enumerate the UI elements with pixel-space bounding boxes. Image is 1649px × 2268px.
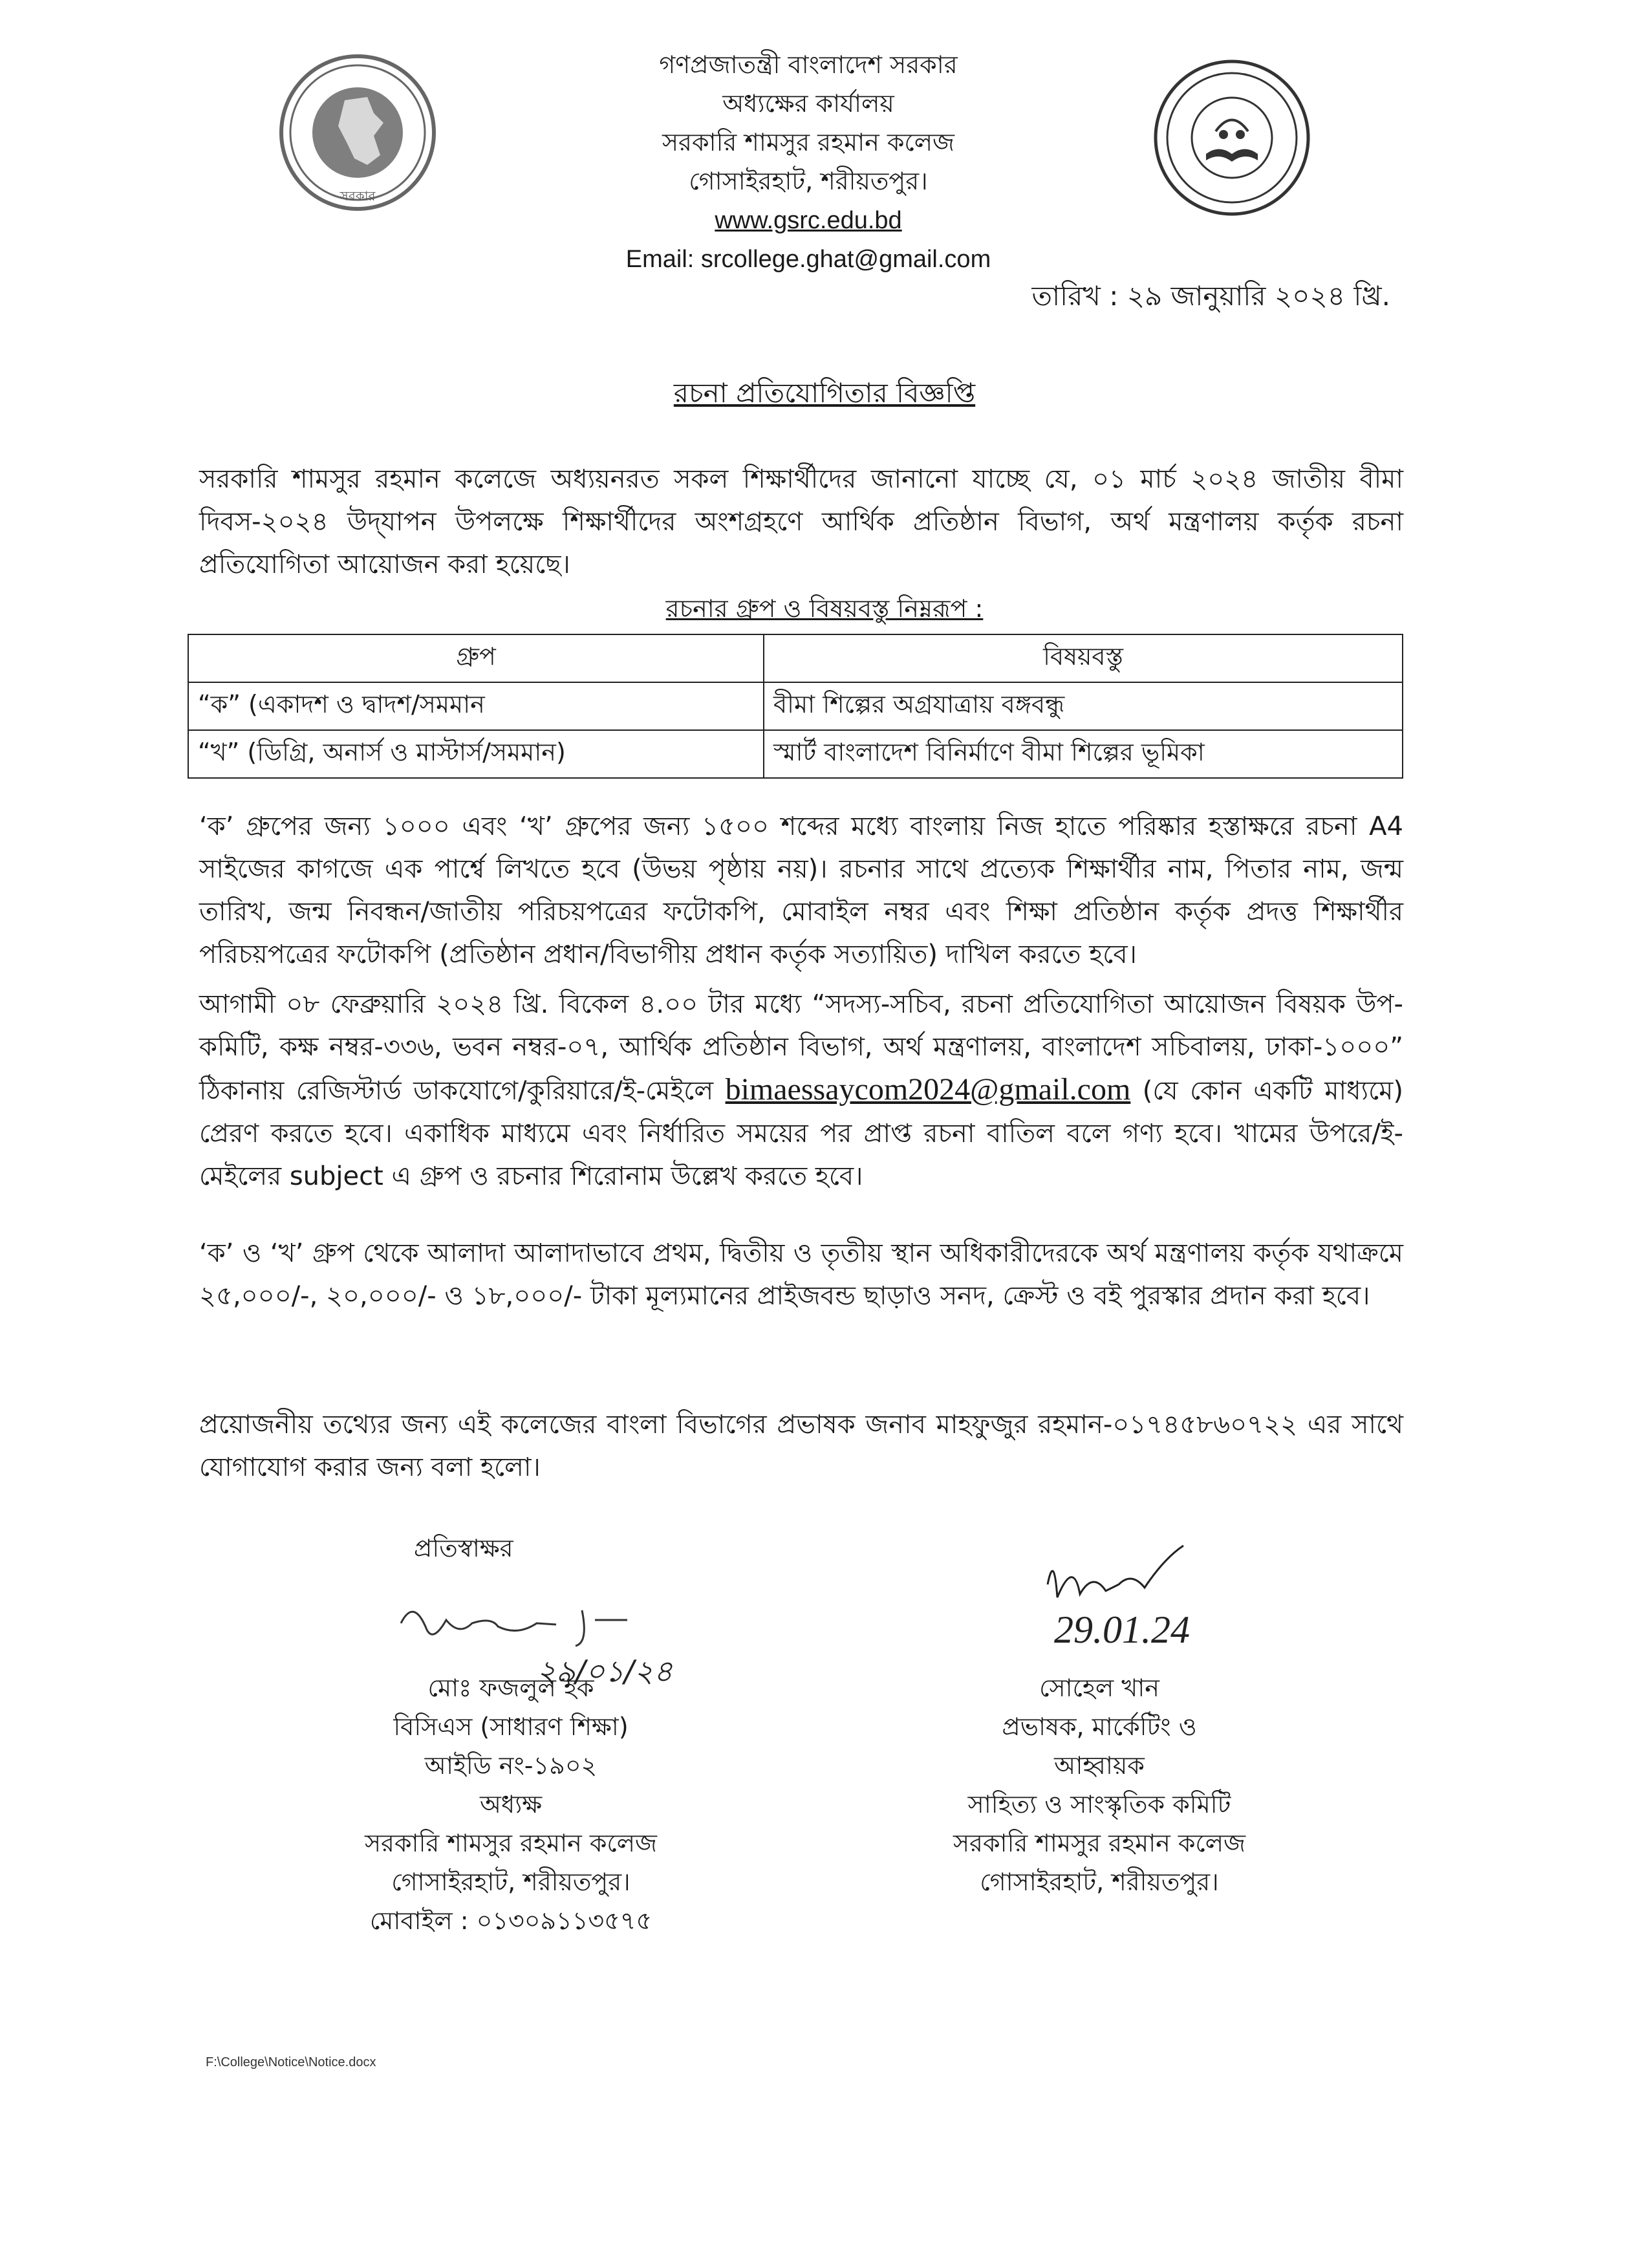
college-address: গোসাইরহাট, শরীয়তপুর। (689, 167, 928, 195)
prize-paragraph: ‘ক’ ও ‘খ’ গ্রুপ থেকে আলাদা আলাদাভাবে প্রথম, দ্বিতীয় ও তৃতীয় স্থান অধিকারীদেরকে অর্থ মন্ত্রণালয় কর্তৃক যথাক্রমে ২৫,০০০/-, ২০,০০০/- ও ১৮,০০০/- টাকা মূল্যমানের প্রাইজবন্ড ছাড়াও সনদ, ক্রেস্ট ও বই পুরস্কার প্রদান করা হবে। (199, 1238, 1403, 1311)
convener-designation: প্রভাষক, মার্কেটিং ও (1002, 1712, 1197, 1741)
notice-date: তারিখ : ২৯ জানুয়ারি ২০২৪ খ্রি. (1031, 280, 1390, 312)
convener-signature-block (867, 1669, 1332, 1901)
topic-table (188, 634, 1403, 779)
topic-cell: স্মার্ট বাংলাদেশ বিনির্মাণে বীমা শিল্পের ভূমিকা (764, 730, 1403, 778)
government-seal-icon (277, 52, 438, 213)
header-topic: বিষয়বস্তু (764, 634, 1403, 682)
table-row (188, 730, 1403, 778)
left-handwritten-date: ২৯/০১/২৪ (537, 1654, 673, 1689)
notice-title-text: রচনা প্রতিযোগিতার বিজ্ঞপ্তি (673, 377, 976, 409)
college-seal-icon (1151, 57, 1313, 219)
file-path: F:\College\Notice\Notice.docx (206, 2055, 376, 2069)
letterhead (453, 45, 1164, 279)
convener-signature (1028, 1533, 1300, 1669)
header-group: গ্রুপ (188, 634, 764, 682)
college-email: Email: srcollege.ghat@gmail.com (625, 246, 991, 273)
principal-id: আইডি নং-১৯০২ (424, 1751, 598, 1780)
topic-cell: বীমা শিল্পের অগ্রযাত্রায় বঙ্গবন্ধু (764, 682, 1403, 730)
table-row (188, 682, 1403, 730)
principal-mobile: মোবাইল : ০১৩০৯১১৩৫৭৫ (369, 1906, 652, 1935)
government-name: গণপ্রজাতন্ত্রী বাংলাদেশ সরকার (659, 50, 958, 79)
convener-committee: সাহিত্য ও সাংস্কৃতিক কমিটি (967, 1790, 1231, 1819)
group-cell: “খ” (ডিগ্রি, অনার্স ও মাস্টার্স/সমমান) (188, 730, 764, 778)
website-link[interactable]: www.gsrc.edu.bd (715, 207, 902, 234)
group-cell: “ক” (একাদশ ও দ্বাদশ/সমমান (188, 682, 764, 730)
table-caption: রচনার গ্রুপ ও বিষয়বস্তু নিম্নরূপ : (665, 594, 984, 623)
table-header-row (188, 634, 1403, 682)
convener-name: সোহেল খান (1039, 1674, 1159, 1702)
notice-title (0, 372, 1649, 418)
principal-designation: অধ্যক্ষ (479, 1790, 542, 1819)
submission-text-after: (যে কোন একটি মাধ্যমে) প্রেরণ করতে হবে। একাধিক মাধ্যমে এবং নির্ধারিত সময়ের পর প্রাপ্ত রচনা বাতিল বলে গণ্য হবে। খামের উপরে/ই-মেইলের subject এ গ্রুপ ও রচনার শিরোনাম উল্লেখ করতে হবে। (199, 1076, 1403, 1191)
countersign-label: প্রতিস্বাক্ষর (414, 1534, 513, 1562)
submission-paragraph (199, 983, 1403, 1198)
principal-name: মোঃ ফজলুল হক (427, 1674, 594, 1702)
office-name: অধ্যক্ষের কার্যালয় (722, 89, 894, 118)
submission-text: আগামী ০৮ ফেব্রুয়ারি ২০২৪ খ্রি. বিকেল ৪.০০ টার মধ্যে “সদস্য-সচিব, রচনা প্রতিযোগিতা আয়োজন বিষয়ক উপ-কমিটি, কক্ষ নম্বর-৩৩৬, ভবন নম্বর-০৭, আর্থিক প্রতিষ্ঠান বিভাগ, অর্থ মন্ত্রণালয়, বাংলাদেশ সচিবালয়, ঢাকা-১০০০” ঠিকানায় রেজিস্টার্ড ডাকযোগে/কুরিয়ারে/ই-মেইলে (199, 989, 1403, 1106)
submission-email-link[interactable]: bimaessaycom2024@gmail.com (725, 1072, 1131, 1107)
principal-signature-block (278, 1669, 744, 1940)
principal-college: সরকারি শামসুর রহমান কলেজ (364, 1829, 658, 1857)
right-handwritten-date: 29.01.24 (1054, 1608, 1190, 1651)
svg-text:সরকার: সরকার (339, 188, 376, 204)
college-name: সরকারি শামসুর রহমান কলেজ (662, 128, 955, 157)
rules-paragraph: ‘ক’ গ্রুপের জন্য ১০০০ এবং ‘খ’ গ্রুপের জন্য ১৫০০ শব্দের মধ্যে বাংলায় নিজ হাতে পরিষ্কার হস্তাক্ষরে রচনা A4 সাইজের কাগজে এক পার্শ্বে লিখতে হবে (উভয় পৃষ্ঠায় নয়)। রচনার সাথে প্রত্যেক শিক্ষার্থীর নাম, পিতার নাম, জন্ম তারিখ, জন্ম নিবন্ধন/জাতীয় পরিচয়পত্রের ফটোকপি, মোবাইল নম্বর এবং শিক্ষা প্রতিষ্ঠান কর্তৃক প্রদত্ত শিক্ষার্থীর পরিচয়পত্রের ফটোকপি (প্রতিষ্ঠান প্রধান/বিভাগীয় প্রধান কর্তৃক সত্যায়িত) দাখিল করতে হবে। (199, 812, 1403, 969)
intro-paragraph: সরকারি শামসুর রহমান কলেজে অধ্যয়নরত সকল শিক্ষার্থীদের জানানো যাচ্ছে যে, ০১ মার্চ ২০২৪ জাতীয় বীমা দিবস-২০২৪ উদ্‌যাপন উপলক্ষে শিক্ষার্থীদের অংশগ্রহণে আর্থিক প্রতিষ্ঠান বিভাগ, অর্থ মন্ত্রণালয় কর্তৃক রচনা প্রতিযোগিতা আয়োজন করা হয়েছে। (199, 464, 1403, 579)
principal-cadre: বিসিএস (সাধারণ শিক্ষা) (393, 1712, 629, 1741)
principal-address: গোসাইরহাট, শরীয়তপুর। (391, 1868, 630, 1896)
convener-role: আহ্বায়ক (1054, 1751, 1145, 1780)
convener-address: গোসাইরহাট, শরীয়তপুর। (980, 1868, 1219, 1896)
contact-paragraph: প্রয়োজনীয় তথ্যের জন্য এই কলেজের বাংলা বিভাগের প্রভাষক জনাব মাহফুজুর রহমান-০১৭৪৫৮৬০৭২২ এর সাথে যোগাযোগ করার জন্য বলা হলো। (199, 1410, 1403, 1482)
convener-college: সরকারি শামসুর রহমান কলেজ (953, 1829, 1246, 1857)
